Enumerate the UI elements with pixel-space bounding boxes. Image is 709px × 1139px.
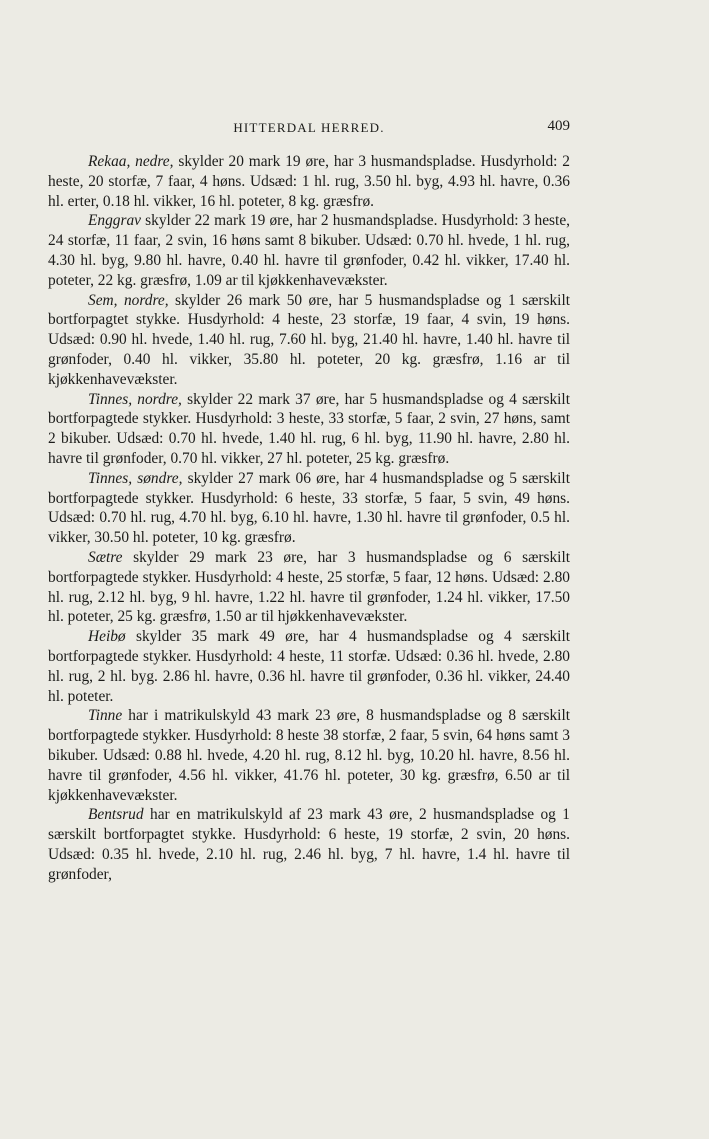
- farm-entry-enggrav: [48, 211, 570, 290]
- farm-entry-rekaa-nedre: [48, 152, 570, 211]
- farm-description: skylder 27 mark 06 øre, har 4 husmandspladse og 5 særskilt bortforpagtede stykker. Husdyrhold: 6 heste, 33 storfæ, 5 faar, 5 svin, 49 høns. Udsæd: 0.70 hl. rug, 4.70 hl. byg, 6.10 hl. havre, 1.30 hl. havre til grønfoder, 0.5 hl. vikker, 30.50 hl. poteter, 10 kg. græsfrø.: [48, 469, 570, 547]
- farm-description: skylder 20 mark 19 øre, har 3 husmandspladse. Husdyrhold: 2 heste, 20 storfæ, 7 faar, 4 høns. Udsæd: 1 hl. rug, 3.50 hl. byg, 4.93 hl. havre, 0.36 hl. erter, 0.18 hl. vikker, 16 hl. poteter, 8 kg. græsfrø.: [48, 153, 570, 210]
- farm-name: Tinnes, nordre,: [88, 390, 182, 408]
- farm-name: Tinne: [88, 707, 123, 725]
- farm-description: skylder 35 mark 49 øre, har 4 husmandspladse og 4 særskilt bortforpagtede stykker. Husdyrhold: 4 heste, 11 storfæ. Udsæd: 0.36 hl. hvede, 2.80 hl. rug, 2 hl. byg. 2.86 hl. havre, 0.36 hl. havre til grønfoder, 0.36 hl. vikker, 24.40 hl. poteter.: [48, 628, 570, 705]
- farm-name: Bentsrud: [88, 806, 144, 824]
- farm-name: Enggrav: [88, 212, 142, 230]
- farm-description: har i matrikulskyld 43 mark 23 øre, 8 husmandspladse og 8 særskilt bortforpagtede stykker. Husdyrhold: 8 heste 38 storfæ, 2 faar, 5 svin, 64 høns samt 3 bikuber. Udsæd: 0.88 hl. hvede, 4.20 hl. rug, 8.12 hl. byg, 10.20 hl. havre, 8.56 hl. havre til grønfoder, 4.56 hl. vikker, 41.76 hl. poteter, 30 kg. græsfrø, 6.50 ar til kjøkkenhavevækster.: [48, 707, 570, 804]
- farm-entry-tinnes-nordre: [48, 390, 570, 469]
- page-number: 409: [547, 118, 570, 134]
- farm-entry-heibo: [48, 627, 570, 706]
- farm-name: Sem, nordre,: [88, 291, 169, 309]
- running-head: HITTERDAL HERRED.: [233, 120, 385, 135]
- page-header: [48, 118, 570, 138]
- farm-name: Rekaa, nedre,: [88, 153, 174, 170]
- body-text: [48, 152, 570, 884]
- farm-entry-bentsrud: [48, 805, 570, 884]
- farm-entry-sem-nordre: [48, 291, 570, 390]
- farm-entry-saetre: [48, 548, 570, 627]
- farm-description: skylder 26 mark 50 øre, har 5 husmandspladse og 1 særskilt bortforpagtet stykke. Husdyrhold: 4 heste, 23 storfæ, 19 faar, 4 svin, 19 høns. Udsæd: 0.90 hl. hvede, 1.40 hl. rug, 7.60 hl. byg, 21.40 hl. havre, 1.40 hl. havre til grønfoder, 0.40 hl. vikker, 35.80 hl. poteter, 20 kg. græsfrø, 1.16 ar til kjøkkenhavevækster.: [48, 291, 570, 388]
- farm-description: har en matrikulskyld af 23 mark 43 øre, 2 husmandspladse og 1 særskilt bortforpagtet stykke. Husdyrhold: 6 heste, 19 storfæ, 2 svin, 20 høns. Udsæd: 0.35 hl. hvede, 2.10 hl. rug, 2.46 hl. byg, 7 hl. havre, 1.4 hl. havre til grønfoder,: [48, 806, 570, 883]
- farm-name: Tinnes, søndre,: [88, 469, 183, 487]
- farm-entry-tinnes-sondre: [48, 469, 570, 548]
- farm-description: skylder 29 mark 23 øre, har 3 husmandspladse og 6 særskilt bortforpagtede stykker. Husdyrhold: 4 heste, 25 storfæ, 5 faar, 12 høns. Udsæd: 2.80 hl. rug, 2.12 hl. byg, 9 hl. havre, 1.22 hl. havre til grønfoder, 1.24 hl. vikker, 17.50 hl. poteter, 25 kg. græsfrø, 1.50 ar til hjøkkenhavevækster.: [48, 548, 570, 626]
- farm-description: skylder 22 mark 37 øre, har 5 husmandspladse og 4 særskilt bortforpagtede stykker. Husdyrhold: 3 heste, 33 storfæ, 5 faar, 2 svin, 27 høns, samt 2 bikuber. Udsæd: 0.70 hl. hvede, 1.40 hl. rug, 6 hl. byg, 11.90 hl. havre, 2.80 hl. havre til grønfoder, 0.70 hl. vikker, 27 hl. poteter, 25 kg. græsfrø.: [48, 390, 570, 467]
- farm-name: Heibø: [88, 628, 126, 646]
- farm-description: skylder 22 mark 19 øre, har 2 husmandspladse. Husdyrhold: 3 heste, 24 storfæ, 11 faar, 2 svin, 16 høns samt 8 bikuber. Udsæd: 0.70 hl. hvede, 1 hl. rug, 4.30 hl. byg, 9.80 hl. havre, 0.40 hl. havre til grønfoder, 0.42 hl. vikker, 17.40 hl. poteter, 22 kg. græsfrø, 1.09 ar til kjøkkenhavevækster.: [48, 212, 570, 289]
- farm-entry-tinne: [48, 706, 570, 805]
- farm-name: Sætre: [88, 548, 123, 566]
